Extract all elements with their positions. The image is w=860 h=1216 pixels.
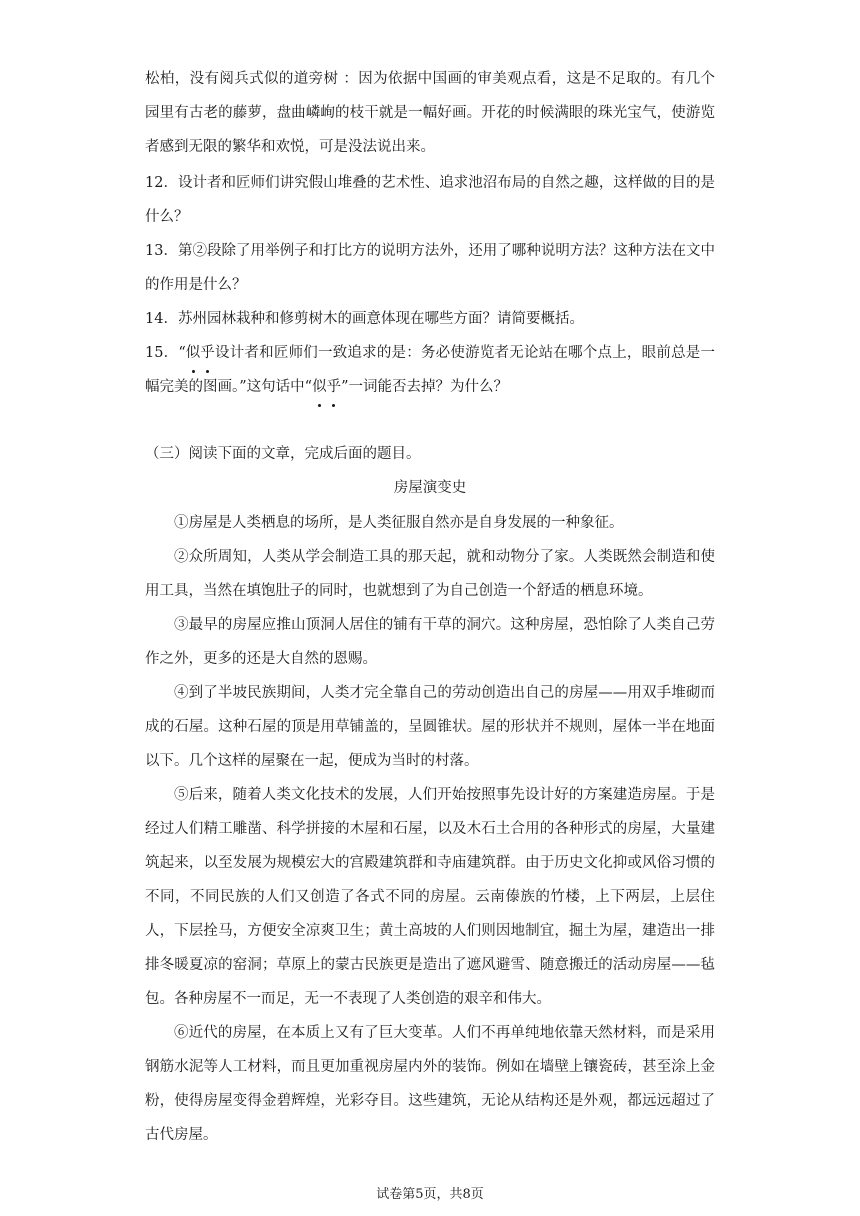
question-14: 14．苏州园林栽种和修剪树木的画意体现在哪些方面？请简要概括。 [145,311,584,327]
emphasis-word-2 [312,379,341,395]
article-title: 房屋演变史 [393,480,467,496]
question-15 [145,336,715,404]
emphasis-word-1 [186,345,215,361]
article-paragraph-2: ②众所周知，人类从学会制造工具的那天起，就和动物分了家。人类既然会制造和使用工具，当然在填饱肚子的同时，也就想到了为自己创造一个舒适的栖息环境。 [145,549,715,599]
question-15-part-a: 15．“ [145,345,186,361]
question-12: 12．设计者和匠师们讲究假山堆叠的艺术性、追求池沼布局的自然之趣，这样做的目的是什么？ [145,175,715,225]
question-15-part-b: 设计者和匠师们一致追求的是：务必使游览者无论站在哪个点上，眼前总是一幅完美的图画。”这句话中“ [145,345,715,395]
article-paragraph-5: ⑤后来，随着人类文化技术的发展，人们开始按照事先设计好的方案建造房屋。于是经过人们精工雕凿、科学拼接的木屋和石屋，以及木石土合用的各种形式的房屋，大量建筑起来，以至发展为规模宏大的宫殿建筑群和寺庙建筑群。由于历史文化抑或风俗习惯的不同，不同民族的人们又创造了各式不同的房屋。云南傣族的竹楼，上下两层，上层住人，下层拴马，方便安全凉爽卫生；黄土高坡的人们则因地制宜，掘土为屋，建造出一排排冬暖夏凉的窑洞；草原上的蒙古民族更是造出了遮风避雪、随意搬迁的活动房屋——毡包。各种房屋不一而足，无一不表现了人类创造的艰辛和伟大。 [145,787,715,1007]
emphasis-text-1: 似乎 [186,345,215,361]
article-paragraph-3: ③最早的房屋应推山顶洞人居住的铺有干草的洞穴。这种房屋，恐怕除了人类自己劳作之外，更多的还是大自然的恩赐。 [145,617,715,667]
article-paragraph-1: ①房屋是人类栖息的场所，是人类征服自然亦是自身发展的一种象征。 [174,515,624,531]
question-15-part-c: ”一词能否去掉？为什么？ [341,379,508,395]
section-heading: （三）阅读下面的文章，完成后面的题目。 [145,446,421,462]
article-paragraph-6: ⑥近代的房屋，在本质上又有了巨大变革。人们不再单纯地依靠天然材料，而是采用钢筋水泥等人工材料，而且更加重视房屋内外的装饰。例如在墙壁上镶瓷砖，甚至涂上金粉，使得房屋变得金碧辉煌，光彩夺目。这些建筑，无论从结构还是外观，都远远超过了古代房屋。 [145,1025,715,1143]
question-13: 13．第②段除了用举例子和打比方的说明方法外，还用了哪种说明方法？这种方法在文中的作用是什么？ [145,243,715,293]
emphasis-text-2: 似乎 [312,379,341,395]
article-paragraph-4: ④到了半坡民族期间，人类才完全靠自己的劳动创造出自己的房屋——用双手堆砌而成的石屋。这种石屋的顶是用草铺盖的，呈圆锥状。屋的形状并不规则，屋体一半在地面以下。几个这样的屋聚在一起，便成为当时的村落。 [145,685,715,769]
passage-continuation: 松柏，没有阅兵式似的道旁树 ：因为依据中国画的审美观点看，这是不足取的。有几个园里有古老的藤萝，盘曲嶙峋的枝干就是一幅好画。开花的时候满眼的珠光宝气，使游览者感到无限的繁华和欢悦，可是没法说出来。 [145,71,715,155]
page-footer: 试卷第5页，共8页 [376,1187,484,1202]
